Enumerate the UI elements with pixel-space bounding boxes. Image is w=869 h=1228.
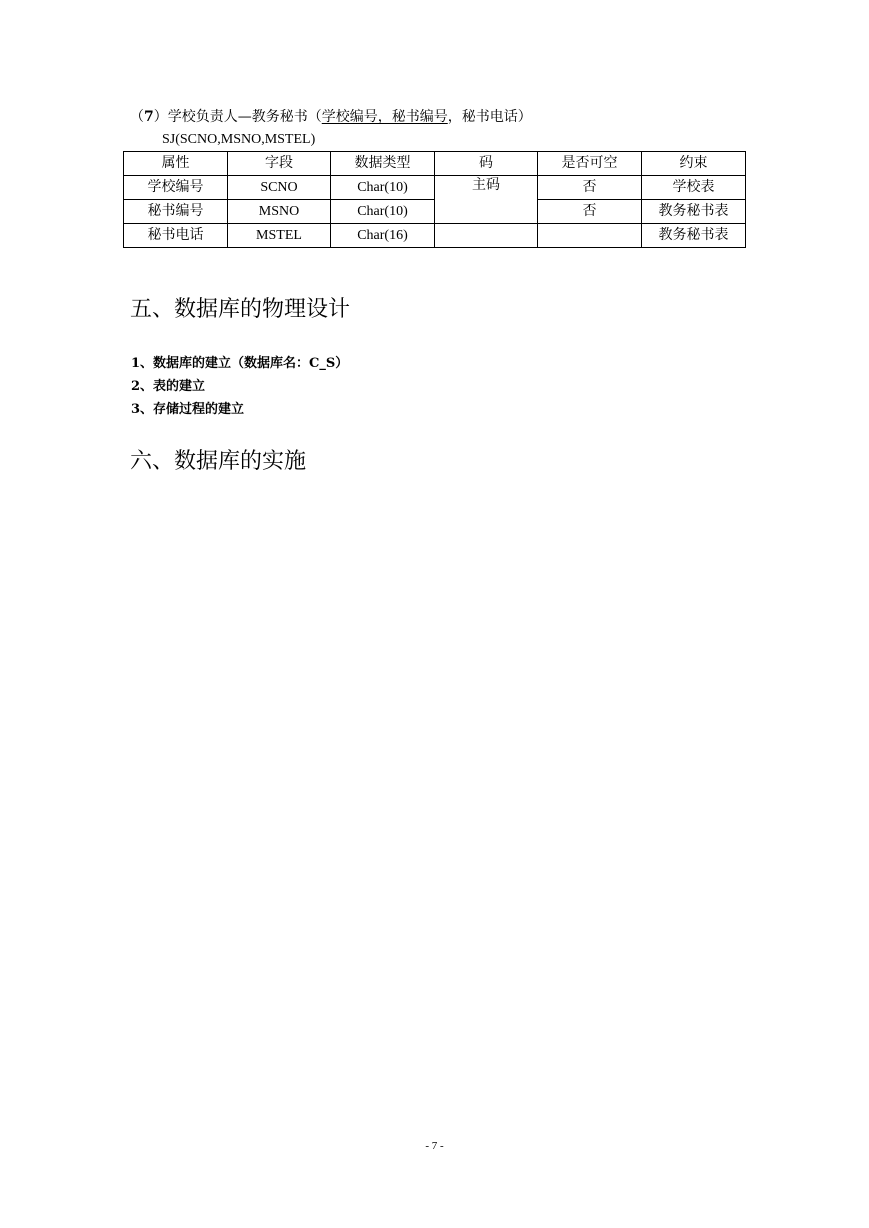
- cell-constraint: 教务秘书表: [642, 224, 746, 248]
- cell-attr: 秘书电话: [124, 224, 228, 248]
- cell-key-merged: 主码: [435, 176, 538, 224]
- table-header-row: [124, 152, 746, 176]
- relation-schema: SJ(SCNO,MSNO,MSTEL): [162, 132, 316, 147]
- subitem-database-creation: 1、数据库的建立（数据库名：C_S）: [131, 356, 349, 371]
- section-title: [130, 108, 532, 126]
- cell-field: MSNO: [228, 200, 331, 224]
- section-number: 7: [144, 109, 154, 125]
- header-field: 字段: [228, 152, 331, 176]
- subitem-procedure-creation: 3、存储过程的建立: [131, 402, 245, 417]
- header-type: 数据类型: [331, 152, 435, 176]
- section-prefix-close: ）: [153, 109, 168, 125]
- header-constraint: 约束: [642, 152, 746, 176]
- underlined-keys: 学校编号，秘书编号: [321, 109, 448, 125]
- section-prefix-open: （: [130, 109, 144, 125]
- heading-physical-design: 五、数据库的物理设计: [130, 297, 351, 322]
- cell-attr: 秘书编号: [124, 200, 228, 224]
- section-title-text: 学校负责人—教务秘书（: [167, 109, 322, 125]
- cell-type: Char(10): [331, 200, 435, 224]
- cell-type: Char(16): [331, 224, 435, 248]
- cell-nullable: 否: [538, 200, 642, 224]
- cell-constraint: 学校表: [642, 176, 746, 200]
- cell-key: [435, 224, 538, 248]
- table-row: [124, 176, 746, 200]
- subitem-table-creation: 2、表的建立: [131, 379, 206, 394]
- header-attr: 属性: [124, 152, 228, 176]
- cell-field: MSTEL: [228, 224, 331, 248]
- table-row: [124, 224, 746, 248]
- section-title-rest: ，秘书电话）: [447, 109, 532, 125]
- cell-constraint: 教务秘书表: [642, 200, 746, 224]
- cell-attr: 学校编号: [124, 176, 228, 200]
- attribute-table: [123, 151, 746, 248]
- cell-type: Char(10): [331, 176, 435, 200]
- cell-nullable: 否: [538, 176, 642, 200]
- cell-field: SCNO: [228, 176, 331, 200]
- header-key: 码: [435, 152, 538, 176]
- header-nullable: 是否可空: [538, 152, 642, 176]
- page-number: - 7 -: [425, 1140, 444, 1152]
- heading-implementation: 六、数据库的实施: [130, 449, 307, 474]
- cell-nullable: [538, 224, 642, 248]
